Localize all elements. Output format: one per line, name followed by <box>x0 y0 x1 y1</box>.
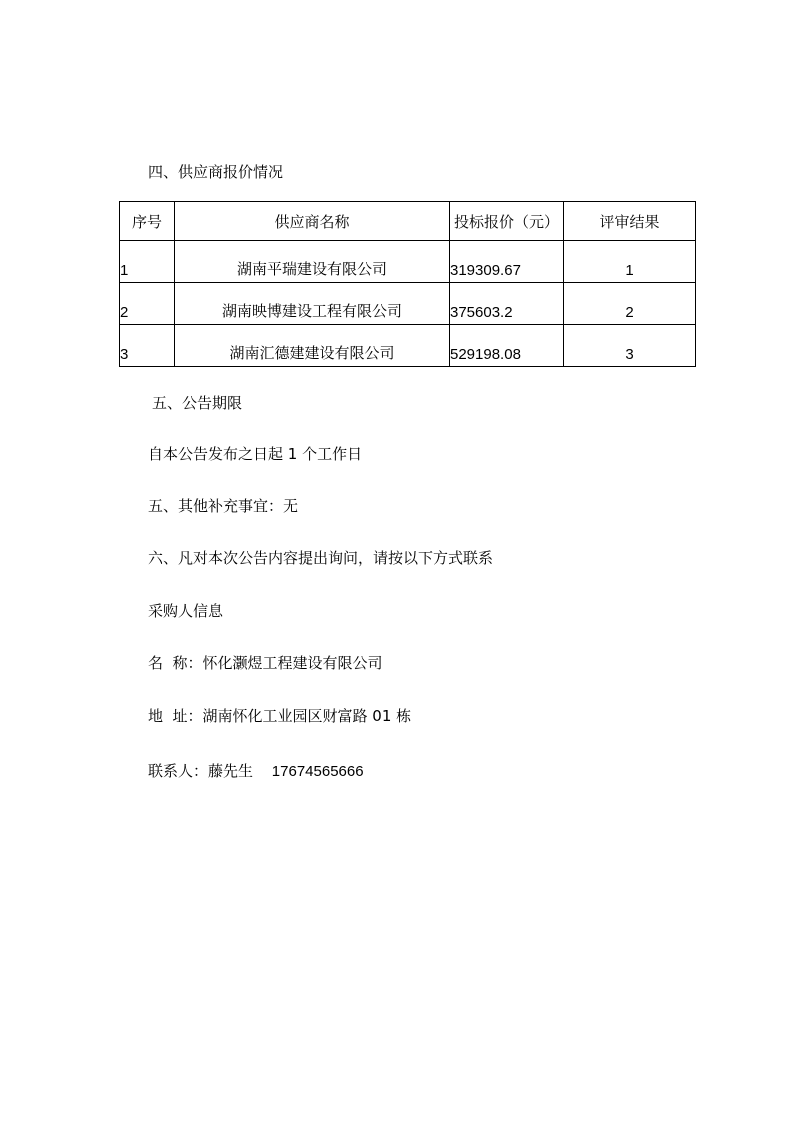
row-index: 3 <box>120 325 175 367</box>
contact-phone: 17674565666 <box>271 763 364 780</box>
row-result: 3 <box>564 325 696 367</box>
other-matters: 五、其他补充事宜：无 <box>148 497 299 515</box>
header-supplier: 供应商名称 <box>175 202 450 241</box>
row-price: 529198.08 <box>450 325 564 367</box>
section6-heading: 六、凡对本次公告内容提出询问，请按以下方式联系 <box>148 549 494 567</box>
table-row <box>120 241 696 283</box>
table-row <box>120 325 696 367</box>
row-index: 1 <box>120 241 175 283</box>
row-result: 2 <box>564 283 696 325</box>
bid-table <box>119 201 696 367</box>
row-supplier: 湖南汇德建建设有限公司 <box>175 325 450 367</box>
header-index: 序号 <box>120 202 175 241</box>
row-result: 1 <box>564 241 696 283</box>
header-result: 评审结果 <box>564 202 696 241</box>
table-row <box>120 283 696 325</box>
row-index: 2 <box>120 283 175 325</box>
row-price: 319309.67 <box>450 241 564 283</box>
purchaser-contact <box>148 761 364 782</box>
row-price: 375603.2 <box>450 283 564 325</box>
section5-heading: 五、公告期限 <box>152 394 243 412</box>
purchaser-title: 采购人信息 <box>148 602 224 620</box>
section4-heading: 四、供应商报价情况 <box>148 163 284 181</box>
purchaser-address: 地 址：湖南怀化工业园区财富路 01 栋 <box>148 707 412 725</box>
row-supplier: 湖南映博建设工程有限公司 <box>175 283 450 325</box>
contact-person: 联系人：藤先生 <box>148 762 254 780</box>
table-header-row <box>120 202 696 241</box>
section5-body: 自本公告发布之日起 1 个工作日 <box>148 445 363 463</box>
row-supplier: 湖南平瑞建设有限公司 <box>175 241 450 283</box>
header-price: 投标报价（元） <box>450 202 564 241</box>
purchaser-name: 名 称：怀化灏煜工程建设有限公司 <box>148 654 383 672</box>
